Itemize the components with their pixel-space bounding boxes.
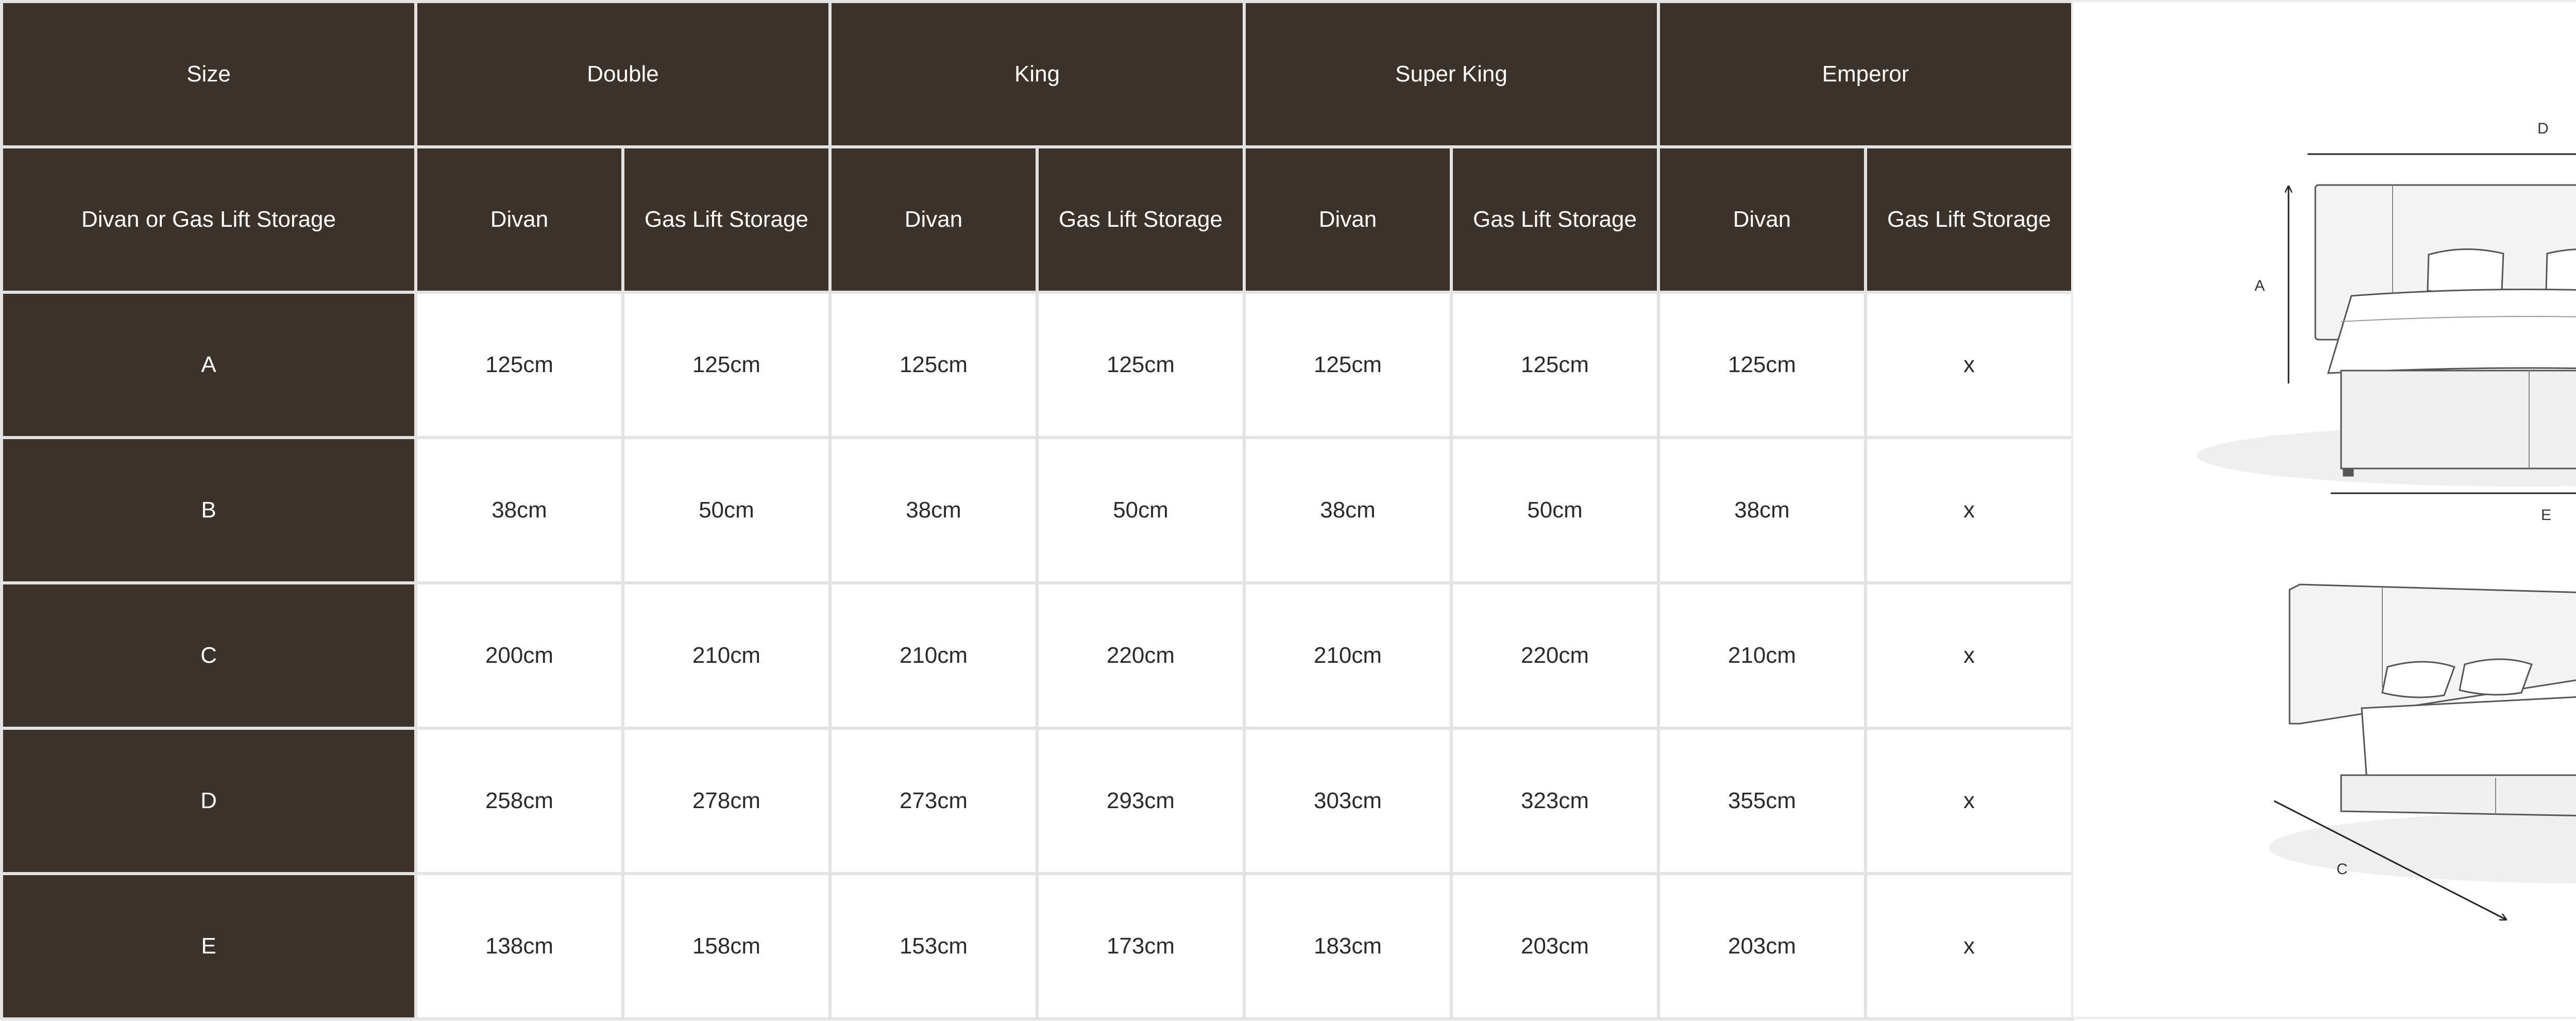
type-header-cell: Gas Lift Storage xyxy=(1037,147,1244,292)
table-cell: 125cm xyxy=(1037,292,1244,438)
table-cell: 303cm xyxy=(1244,728,1451,874)
table-cell: x xyxy=(1866,874,2073,1019)
dimension-label-d: D xyxy=(2537,120,2549,137)
table-cell: 220cm xyxy=(1037,583,1244,728)
table-cell: 125cm xyxy=(1244,292,1451,438)
table-cell: x xyxy=(1866,728,2073,874)
table-cell: 50cm xyxy=(1451,438,1658,583)
table-cell: 258cm xyxy=(416,728,623,874)
table-cell: 50cm xyxy=(1037,438,1244,583)
type-header-cell: Gas Lift Storage xyxy=(1866,147,2073,292)
type-header-label: Divan or Gas Lift Storage xyxy=(2,147,416,292)
table-cell: 203cm xyxy=(1451,874,1658,1019)
table-cell: 273cm xyxy=(830,728,1037,874)
table-cell: 210cm xyxy=(1658,583,1866,728)
type-header-cell: Gas Lift Storage xyxy=(623,147,830,292)
table-cell: 38cm xyxy=(1244,438,1451,583)
type-header-cell: Divan xyxy=(1244,147,1451,292)
table-cell: 125cm xyxy=(1451,292,1658,438)
table-cell: 210cm xyxy=(1244,583,1451,728)
table-cell: 38cm xyxy=(830,438,1037,583)
table-cell: 293cm xyxy=(1037,728,1244,874)
row-label: E xyxy=(2,874,416,1019)
table-cell: 278cm xyxy=(623,728,830,874)
table-cell: 38cm xyxy=(416,438,623,583)
dimension-label-e: E xyxy=(2540,507,2552,524)
table-cell: x xyxy=(1866,583,2073,728)
size-header-row xyxy=(2,2,2073,147)
table-cell: 220cm xyxy=(1451,583,1658,728)
row-label: B xyxy=(2,438,416,583)
table-cell: 125cm xyxy=(623,292,830,438)
row-label: D xyxy=(2,728,416,874)
table-cell: 138cm xyxy=(416,874,623,1019)
table-cell: 323cm xyxy=(1451,728,1658,874)
type-header-cell: Divan xyxy=(1658,147,1866,292)
table-cell: 158cm xyxy=(623,874,830,1019)
size-header-emperor: Emperor xyxy=(1658,2,2073,147)
size-header-king: King xyxy=(830,2,1244,147)
size-header-label: Size xyxy=(2,2,416,147)
bed-illustrations xyxy=(2073,2,2576,1021)
table-cell: 125cm xyxy=(1658,292,1866,438)
table-cell: 355cm xyxy=(1658,728,1866,874)
table-row xyxy=(2,438,2073,583)
table-cell: 125cm xyxy=(416,292,623,438)
table-cell: x xyxy=(1866,292,2073,438)
size-header-double: Double xyxy=(416,2,830,147)
table-cell: 173cm xyxy=(1037,874,1244,1019)
table-cell: 210cm xyxy=(623,583,830,728)
table-row xyxy=(2,292,2073,438)
table-cell: 210cm xyxy=(830,583,1037,728)
table-cell: 183cm xyxy=(1244,874,1451,1019)
table-cell: 153cm xyxy=(830,874,1037,1019)
table-cell: 200cm xyxy=(416,583,623,728)
perspective-view-bed xyxy=(2269,584,2576,883)
dimension-label-a: A xyxy=(2254,277,2265,294)
dimension-label-c: C xyxy=(2336,861,2348,878)
table-cell: 38cm xyxy=(1658,438,1866,583)
row-label: A xyxy=(2,292,416,438)
table-cell: 50cm xyxy=(623,438,830,583)
type-header-cell: Divan xyxy=(416,147,623,292)
type-header-cell: Divan xyxy=(830,147,1037,292)
type-header-row xyxy=(2,147,2073,292)
table-cell: 125cm xyxy=(830,292,1037,438)
table-row xyxy=(2,583,2073,728)
table-row xyxy=(2,874,2073,1019)
row-label: C xyxy=(2,583,416,728)
type-header-cell: Gas Lift Storage xyxy=(1451,147,1658,292)
bed-dimension-diagram xyxy=(2071,0,2576,1019)
table-row xyxy=(2,728,2073,874)
table-cell: x xyxy=(1866,438,2073,583)
table-cell: 203cm xyxy=(1658,874,1866,1019)
front-view-bed xyxy=(2197,185,2576,487)
size-header-super-king: Super King xyxy=(1244,2,1658,147)
